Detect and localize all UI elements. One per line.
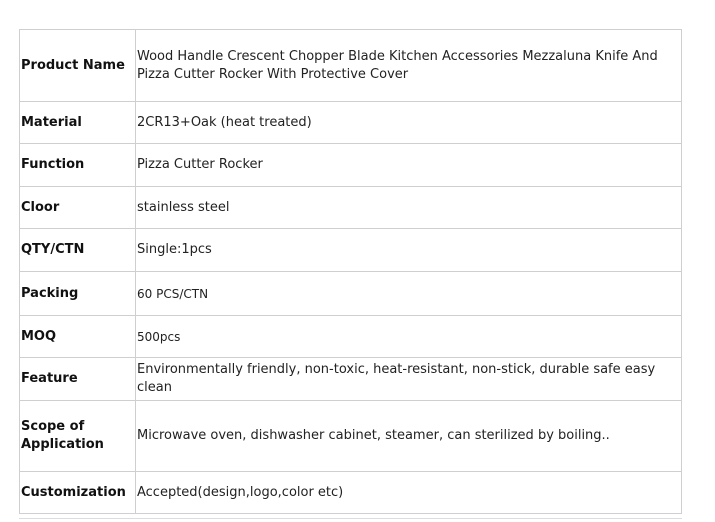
table-row-moq [20, 316, 682, 358]
row-label: Cloor [20, 187, 136, 229]
row-label: Packing [20, 272, 136, 316]
table-row-function [20, 144, 682, 187]
bottom-divider [19, 518, 682, 519]
row-label: Customization [20, 472, 136, 514]
row-label: Product Name [20, 30, 136, 102]
row-value: Single:1pcs [136, 229, 682, 272]
table-row-customization [20, 472, 682, 514]
table-row-feature [20, 358, 682, 401]
table-row-color [20, 187, 682, 229]
row-value: stainless steel [136, 187, 682, 229]
row-value: 2CR13+Oak (heat treated) [136, 102, 682, 144]
row-label: Feature [20, 358, 136, 401]
row-value: 60 PCS/CTN [136, 272, 682, 316]
row-label: Scope of Application [20, 401, 136, 472]
row-value: Pizza Cutter Rocker [136, 144, 682, 187]
table-row-material [20, 102, 682, 144]
row-label: Material [20, 102, 136, 144]
row-label: MOQ [20, 316, 136, 358]
row-value: Environmentally friendly, non-toxic, heat-resistant, non-stick, durable safe easy clean [136, 358, 682, 401]
table-row-scope-of-application [20, 401, 682, 472]
table-row-qty-ctn [20, 229, 682, 272]
row-value: Accepted(design,logo,color etc) [136, 472, 682, 514]
product-spec-table [19, 29, 682, 514]
table-row-product-name [20, 30, 682, 102]
row-value: Microwave oven, dishwasher cabinet, steamer, can sterilized by boiling.. [136, 401, 682, 472]
row-value: Wood Handle Crescent Chopper Blade Kitchen Accessories Mezzaluna Knife And Pizza Cutter Rocker With Protective Cover [136, 30, 682, 102]
row-label: QTY/CTN [20, 229, 136, 272]
row-label: Function [20, 144, 136, 187]
row-value: 500pcs [136, 316, 682, 358]
table-row-packing [20, 272, 682, 316]
